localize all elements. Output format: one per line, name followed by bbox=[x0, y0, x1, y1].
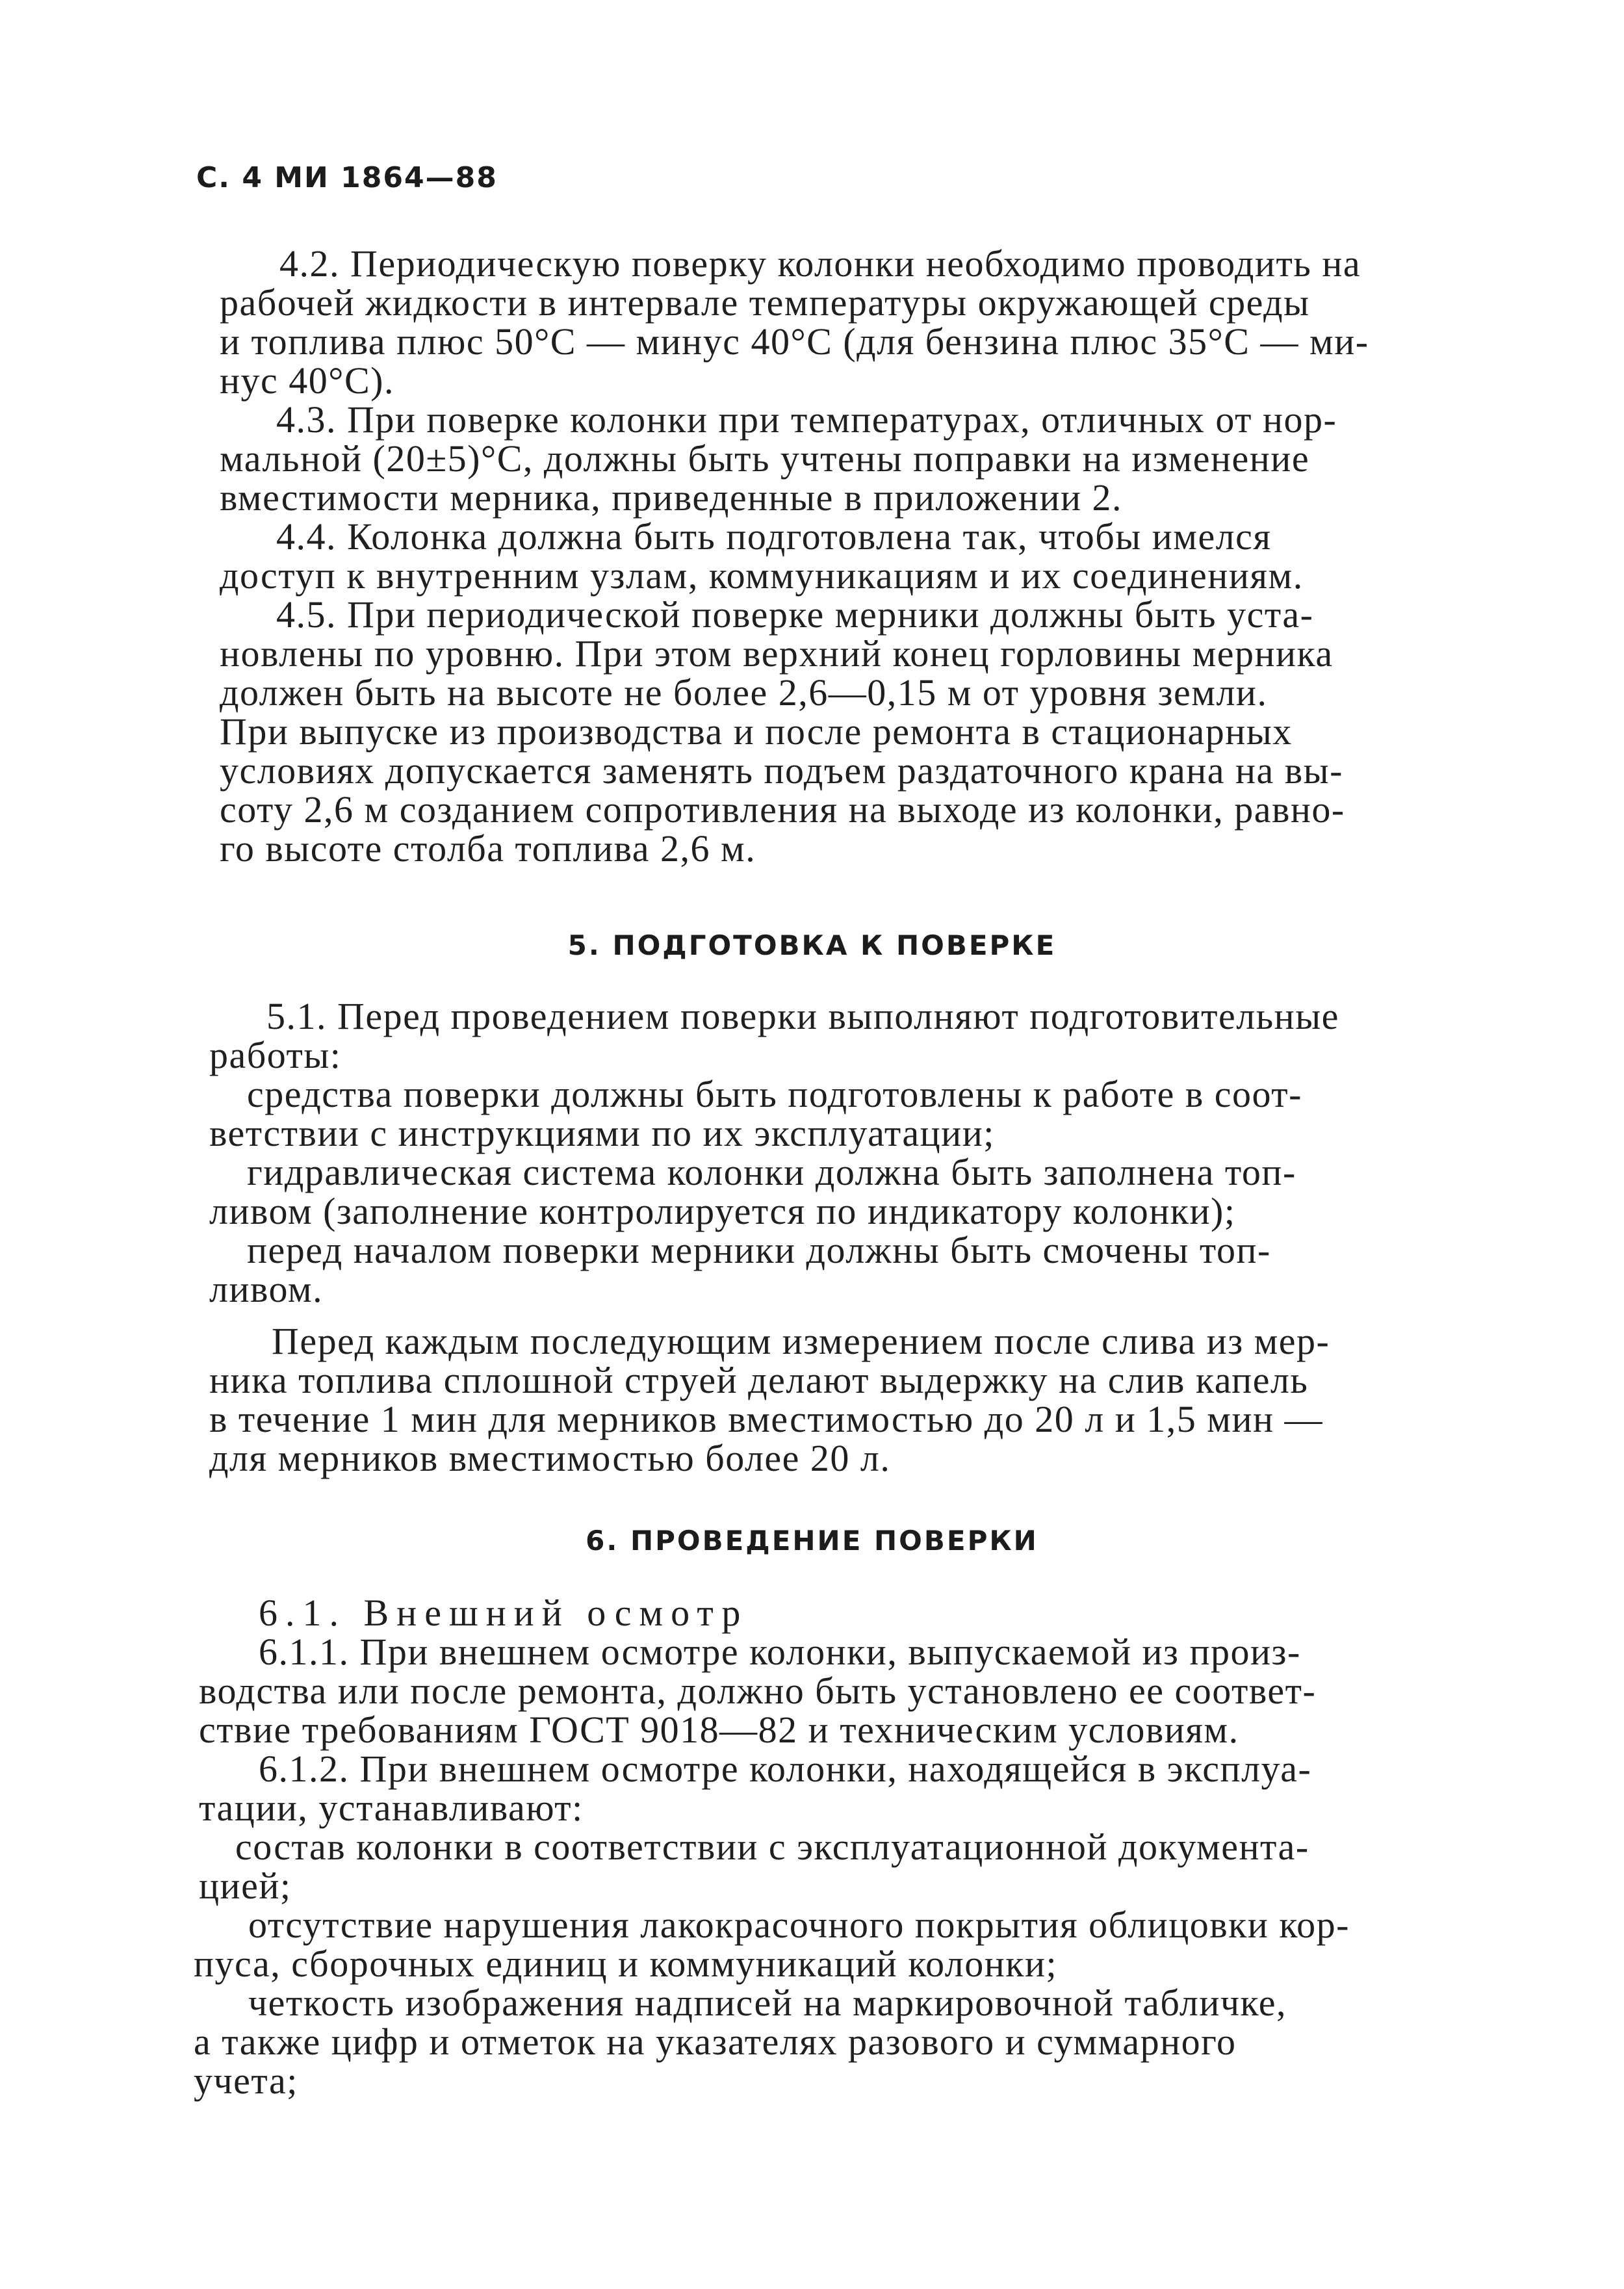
text-line: новлены по уровню. При этом верхний конец горловины мерника bbox=[220, 632, 1334, 675]
text-line: условиях допускается заменять подъем раздаточного крана на вы- bbox=[220, 749, 1343, 792]
text-line: мальной (20±5)°С, должны быть учтены поправки на изменение bbox=[220, 437, 1310, 480]
text-line: работы: bbox=[209, 1034, 342, 1076]
text-line: ника топлива сплошной струей делают выдержку на слив капель bbox=[209, 1359, 1309, 1401]
text-line: учета; bbox=[194, 2060, 298, 2102]
text-line: соту 2,6 м созданием сопротивления на выходе из колонки, равно- bbox=[220, 788, 1345, 831]
text-line: пуса, сборочных единиц и коммуникаций колонки; bbox=[194, 1943, 1058, 1985]
section-6-title: 6. ПРОВЕДЕНИЕ ПОВЕРКИ bbox=[586, 1525, 1038, 1557]
text-line: нус 40°С). bbox=[220, 359, 394, 402]
text-line: тации, устанавливают: bbox=[199, 1787, 584, 1829]
text-line: средства поверки должны быть подготовлены к работе в соот- bbox=[247, 1073, 1302, 1115]
text-line: вместимости мерника, приведенные в приложении 2. bbox=[220, 476, 1123, 519]
text-line: цией; bbox=[199, 1865, 292, 1907]
text-line: 6.1.2. При внешнем осмотре колонки, находящейся в эксплуа- bbox=[259, 1748, 1312, 1790]
text-line: а также цифр и отметок на указателях разового и суммарного bbox=[194, 2021, 1237, 2063]
text-line: и топлива плюс 50°С — минус 40°С (для бензина плюс 35°С — ми- bbox=[220, 320, 1369, 363]
text-line: в течение 1 мин для мерников вместимостью до 20 л и 1,5 мин — bbox=[209, 1398, 1324, 1440]
text-line: состав колонки в соответствии с эксплуатационной документа- bbox=[235, 1826, 1309, 1868]
text-line: 4.4. Колонка должна быть подготовлена так, чтобы имелся bbox=[276, 515, 1272, 558]
page-header: С. 4 МИ 1864—88 bbox=[196, 161, 498, 194]
text-line: доступ к внутренним узлам, коммуникациям и их соединениям. bbox=[220, 554, 1304, 597]
text-line: 4.3. При поверке колонки при температурах, отличных от нор- bbox=[276, 398, 1337, 441]
subsection-heading: 6.1. Внешний осмотр bbox=[259, 1592, 749, 1634]
text-line: должен быть на высоте не более 2,6—0,15 м от уровня земли. bbox=[220, 671, 1268, 714]
text-line: ливом. bbox=[209, 1268, 324, 1310]
text-line: гидравлическая система колонки должна быть заполнена топ- bbox=[247, 1151, 1296, 1193]
text-line: ветствии с инструкциями по их эксплуатации; bbox=[209, 1112, 995, 1154]
text-line: ствие требованиям ГОСТ 9018—82 и техническим условиям. bbox=[199, 1709, 1239, 1751]
text-line: ливом (заполнение контролируется по индикатору колонки); bbox=[209, 1190, 1236, 1232]
text-line: отсутствие нарушения лакокрасочного покрытия облицовки кор- bbox=[248, 1904, 1350, 1946]
text-line: 5.1. Перед проведением поверки выполняют подготовительные bbox=[266, 995, 1339, 1037]
text-line: для мерников вместимостью более 20 л. bbox=[209, 1437, 891, 1479]
text-line: 4.5. При периодической поверке мерники должны быть уста- bbox=[276, 593, 1314, 636]
text-line: 6.1.1. При внешнем осмотре колонки, выпускаемой из произ- bbox=[259, 1631, 1301, 1673]
text-line: перед началом поверки мерники должны быть смочены топ- bbox=[247, 1229, 1271, 1271]
section-5-title: 5. ПОДГОТОВКА К ПОВЕРКЕ bbox=[567, 929, 1057, 961]
text-line: При выпуске из производства и после ремонта в стационарных bbox=[220, 710, 1293, 753]
text-line: 4.2. Периодическую поверку колонки необходимо проводить на bbox=[279, 242, 1361, 285]
text-line: го высоте столба топлива 2,6 м. bbox=[220, 827, 756, 870]
text-line: четкость изображения надписей на маркировочной табличке, bbox=[248, 1982, 1287, 2024]
text-line: Перед каждым последующим измерением после слива из мер- bbox=[272, 1320, 1330, 1362]
text-line: рабочей жидкости в интервале температуры окружающей среды bbox=[220, 281, 1310, 324]
text-line: водства или после ремонта, должно быть установлено ее соответ- bbox=[199, 1670, 1317, 1712]
